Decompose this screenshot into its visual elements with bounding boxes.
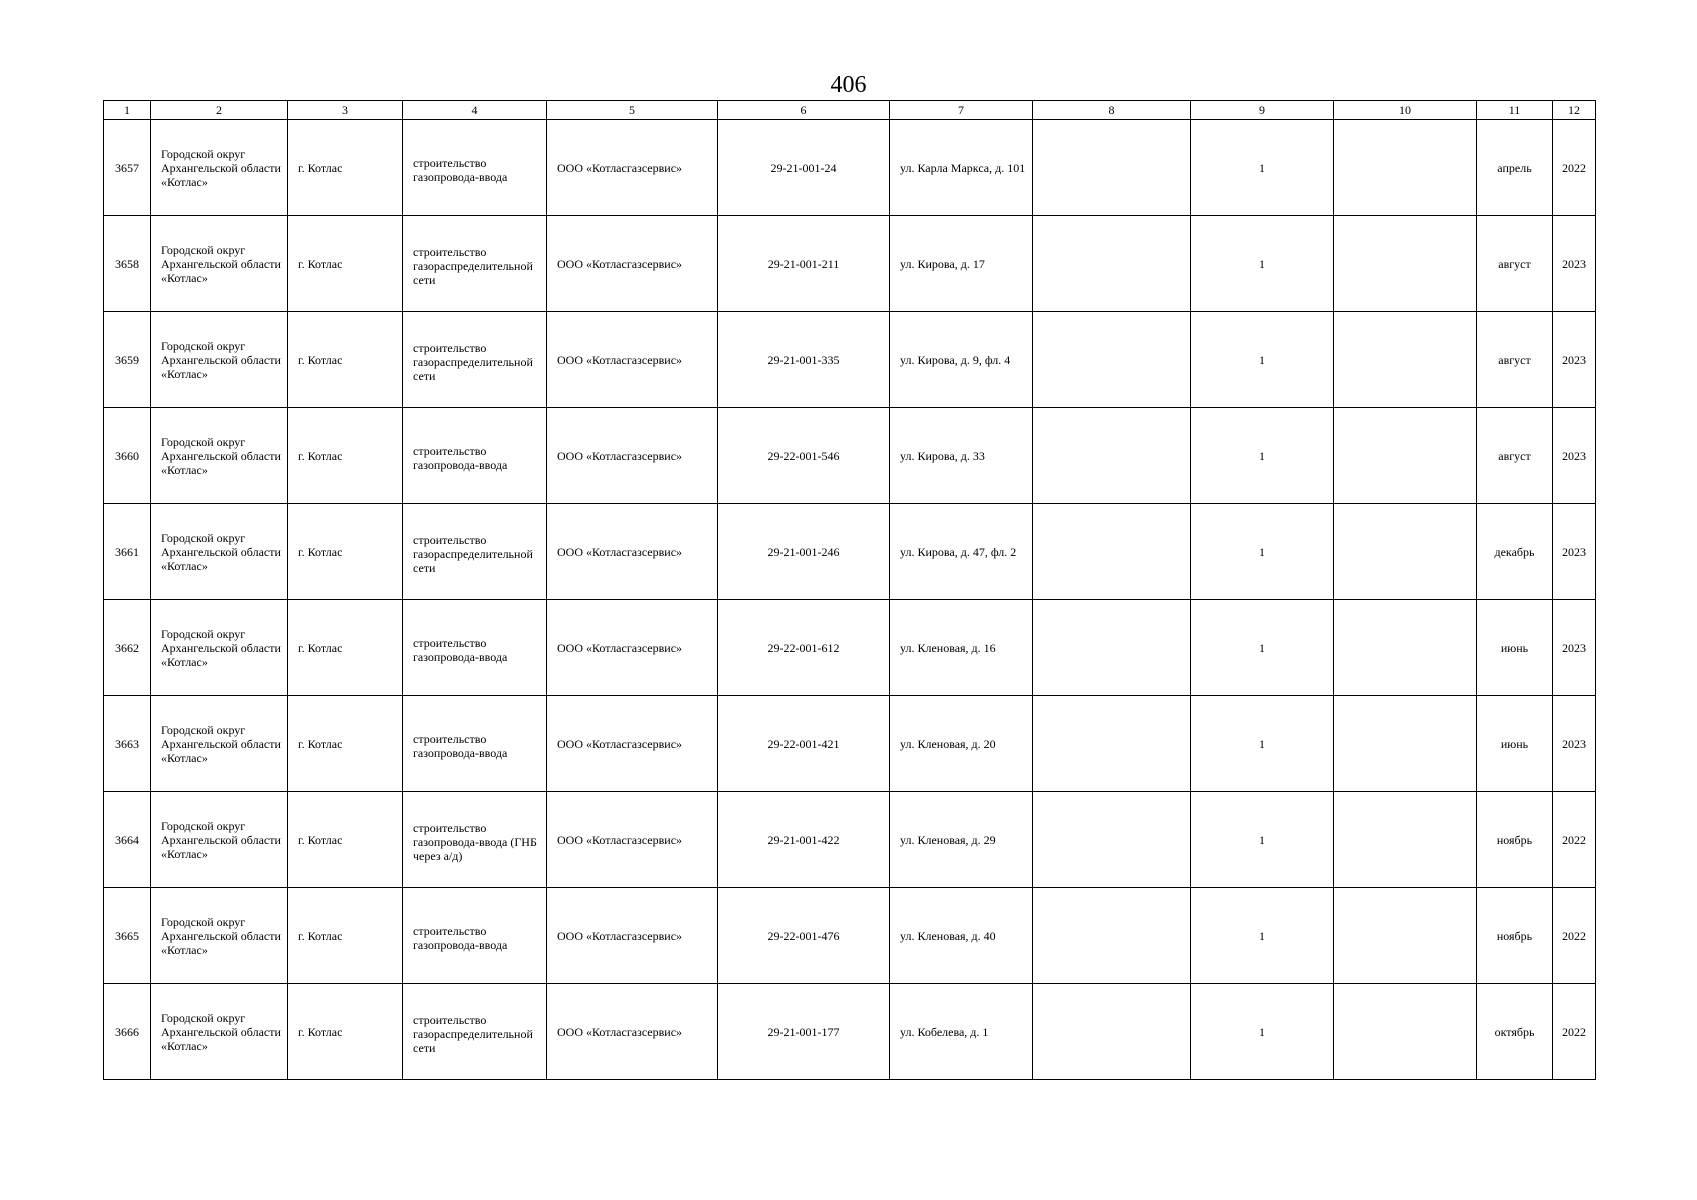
table-row [104, 408, 1596, 504]
month-cell: август [1477, 216, 1553, 312]
municipality-cell: Городской округ Архангельской области «Котлас» [151, 504, 288, 600]
table-body [104, 120, 1596, 1080]
record-number: 3665 [104, 888, 151, 984]
record-number: 3660 [104, 408, 151, 504]
quantity-cell: 1 [1191, 120, 1334, 216]
column-10-cell [1334, 888, 1477, 984]
address-cell: ул. Кленовая, д. 29 [890, 792, 1033, 888]
quantity-cell: 1 [1191, 984, 1334, 1080]
work-type-cell: строительство газораспределительной сети [403, 216, 547, 312]
column-number-header: 2 [151, 101, 288, 120]
table-row [104, 216, 1596, 312]
object-code-cell: 29-21-001-177 [718, 984, 890, 1080]
column-8-cell [1033, 984, 1191, 1080]
work-type-cell: строительство газопровода-ввода (ГНБ через а/д) [403, 792, 547, 888]
year-cell: 2022 [1553, 984, 1596, 1080]
column-8-cell [1033, 792, 1191, 888]
settlement-cell: г. Котлас [288, 408, 403, 504]
record-number: 3663 [104, 696, 151, 792]
year-cell: 2022 [1553, 888, 1596, 984]
object-code-cell: 29-22-001-476 [718, 888, 890, 984]
quantity-cell: 1 [1191, 792, 1334, 888]
column-number-header: 9 [1191, 101, 1334, 120]
object-code-cell: 29-22-001-546 [718, 408, 890, 504]
column-8-cell [1033, 888, 1191, 984]
object-code-cell: 29-21-001-246 [718, 504, 890, 600]
quantity-cell: 1 [1191, 696, 1334, 792]
organization-cell: ООО «Котласгазсервис» [547, 600, 718, 696]
object-code-cell: 29-21-001-24 [718, 120, 890, 216]
municipality-cell: Городской округ Архангельской области «Котлас» [151, 216, 288, 312]
table-row [104, 120, 1596, 216]
work-type-cell: строительство газораспределительной сети [403, 504, 547, 600]
month-cell: ноябрь [1477, 888, 1553, 984]
column-number-header: 4 [403, 101, 547, 120]
municipality-cell: Городской округ Архангельской области «Котлас» [151, 696, 288, 792]
settlement-cell: г. Котлас [288, 120, 403, 216]
month-cell: июнь [1477, 600, 1553, 696]
work-type-cell: строительство газораспределительной сети [403, 312, 547, 408]
organization-cell: ООО «Котласгазсервис» [547, 216, 718, 312]
municipality-cell: Городской округ Архангельской области «Котлас» [151, 888, 288, 984]
month-cell: декабрь [1477, 504, 1553, 600]
record-number: 3662 [104, 600, 151, 696]
column-number-header: 8 [1033, 101, 1191, 120]
column-number-header: 10 [1334, 101, 1477, 120]
object-code-cell: 29-22-001-612 [718, 600, 890, 696]
address-cell: ул. Кленовая, д. 20 [890, 696, 1033, 792]
month-cell: октябрь [1477, 984, 1553, 1080]
municipality-cell: Городской округ Архангельской области «Котлас» [151, 312, 288, 408]
municipality-cell: Городской округ Архангельской области «Котлас» [151, 120, 288, 216]
quantity-cell: 1 [1191, 312, 1334, 408]
settlement-cell: г. Котлас [288, 312, 403, 408]
column-number-header: 3 [288, 101, 403, 120]
table-row [104, 792, 1596, 888]
organization-cell: ООО «Котласгазсервис» [547, 408, 718, 504]
column-number-header: 7 [890, 101, 1033, 120]
year-cell: 2023 [1553, 600, 1596, 696]
table-row [104, 888, 1596, 984]
address-cell: ул. Кирова, д. 17 [890, 216, 1033, 312]
year-cell: 2022 [1553, 120, 1596, 216]
table-row [104, 984, 1596, 1080]
settlement-cell: г. Котлас [288, 888, 403, 984]
record-number: 3658 [104, 216, 151, 312]
municipality-cell: Городской округ Архангельской области «Котлас» [151, 600, 288, 696]
column-number-header: 11 [1477, 101, 1553, 120]
year-cell: 2023 [1553, 696, 1596, 792]
settlement-cell: г. Котлас [288, 216, 403, 312]
organization-cell: ООО «Котласгазсервис» [547, 120, 718, 216]
column-8-cell [1033, 696, 1191, 792]
settlement-cell: г. Котлас [288, 984, 403, 1080]
quantity-cell: 1 [1191, 504, 1334, 600]
settlement-cell: г. Котлас [288, 696, 403, 792]
table-row [104, 600, 1596, 696]
municipality-cell: Городской округ Архангельской области «Котлас» [151, 408, 288, 504]
registry-table [103, 100, 1596, 1080]
column-10-cell [1334, 696, 1477, 792]
record-number: 3661 [104, 504, 151, 600]
address-cell: ул. Кирова, д. 9, фл. 4 [890, 312, 1033, 408]
municipality-cell: Городской округ Архангельской области «Котлас» [151, 984, 288, 1080]
object-code-cell: 29-21-001-335 [718, 312, 890, 408]
address-cell: ул. Кленовая, д. 40 [890, 888, 1033, 984]
organization-cell: ООО «Котласгазсервис» [547, 312, 718, 408]
column-number-header: 5 [547, 101, 718, 120]
quantity-cell: 1 [1191, 408, 1334, 504]
month-cell: август [1477, 408, 1553, 504]
column-number-header: 6 [718, 101, 890, 120]
page-number: 406 [830, 72, 867, 98]
address-cell: ул. Кирова, д. 33 [890, 408, 1033, 504]
record-number: 3659 [104, 312, 151, 408]
column-number-row [104, 101, 1596, 120]
month-cell: ноябрь [1477, 792, 1553, 888]
settlement-cell: г. Котлас [288, 792, 403, 888]
column-10-cell [1334, 504, 1477, 600]
column-8-cell [1033, 120, 1191, 216]
settlement-cell: г. Котлас [288, 504, 403, 600]
quantity-cell: 1 [1191, 216, 1334, 312]
record-number: 3657 [104, 120, 151, 216]
work-type-cell: строительство газопровода-ввода [403, 888, 547, 984]
column-number-header: 12 [1553, 101, 1596, 120]
organization-cell: ООО «Котласгазсервис» [547, 504, 718, 600]
address-cell: ул. Кирова, д. 47, фл. 2 [890, 504, 1033, 600]
column-8-cell [1033, 600, 1191, 696]
column-10-cell [1334, 792, 1477, 888]
column-10-cell [1334, 312, 1477, 408]
column-8-cell [1033, 408, 1191, 504]
municipality-cell: Городской округ Архангельской области «Котлас» [151, 792, 288, 888]
work-type-cell: строительство газопровода-ввода [403, 120, 547, 216]
work-type-cell: строительство газопровода-ввода [403, 408, 547, 504]
quantity-cell: 1 [1191, 600, 1334, 696]
object-code-cell: 29-22-001-421 [718, 696, 890, 792]
work-type-cell: строительство газораспределительной сети [403, 984, 547, 1080]
year-cell: 2023 [1553, 312, 1596, 408]
year-cell: 2023 [1553, 504, 1596, 600]
record-number: 3664 [104, 792, 151, 888]
address-cell: ул. Карла Маркса, д. 101 [890, 120, 1033, 216]
month-cell: апрель [1477, 120, 1553, 216]
work-type-cell: строительство газопровода-ввода [403, 696, 547, 792]
year-cell: 2023 [1553, 216, 1596, 312]
column-10-cell [1334, 216, 1477, 312]
year-cell: 2023 [1553, 408, 1596, 504]
column-10-cell [1334, 120, 1477, 216]
column-8-cell [1033, 312, 1191, 408]
table-row [104, 504, 1596, 600]
organization-cell: ООО «Котласгазсервис» [547, 984, 718, 1080]
address-cell: ул. Кобелева, д. 1 [890, 984, 1033, 1080]
record-number: 3666 [104, 984, 151, 1080]
organization-cell: ООО «Котласгазсервис» [547, 696, 718, 792]
column-10-cell [1334, 408, 1477, 504]
month-cell: июнь [1477, 696, 1553, 792]
column-number-header: 1 [104, 101, 151, 120]
quantity-cell: 1 [1191, 888, 1334, 984]
table-row [104, 312, 1596, 408]
object-code-cell: 29-21-001-211 [718, 216, 890, 312]
settlement-cell: г. Котлас [288, 600, 403, 696]
object-code-cell: 29-21-001-422 [718, 792, 890, 888]
address-cell: ул. Кленовая, д. 16 [890, 600, 1033, 696]
column-10-cell [1334, 600, 1477, 696]
column-8-cell [1033, 504, 1191, 600]
organization-cell: ООО «Котласгазсервис» [547, 792, 718, 888]
column-10-cell [1334, 984, 1477, 1080]
year-cell: 2022 [1553, 792, 1596, 888]
organization-cell: ООО «Котласгазсервис» [547, 888, 718, 984]
month-cell: август [1477, 312, 1553, 408]
table-row [104, 696, 1596, 792]
column-8-cell [1033, 216, 1191, 312]
work-type-cell: строительство газопровода-ввода [403, 600, 547, 696]
